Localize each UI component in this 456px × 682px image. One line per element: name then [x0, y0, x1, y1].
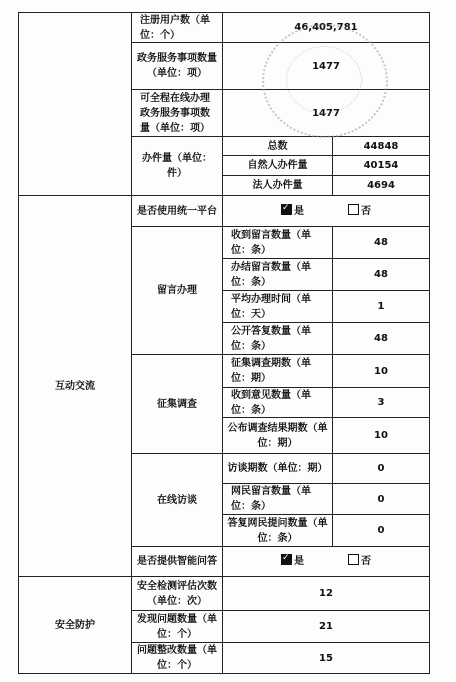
interview-periods-value: 0 — [332, 453, 430, 484]
survey-results-value: 10 — [332, 417, 430, 454]
survey-label: 征集调查 — [131, 354, 223, 454]
messages-public-value: 48 — [332, 322, 430, 355]
service-items-label: 政务服务事项数量（单位：项） — [131, 42, 223, 90]
security-fixed-value: 15 — [222, 642, 430, 674]
online-items-label: 可全程在线办理政务服务事项数量（单位：项） — [131, 89, 223, 137]
online-items-value: 1477 — [222, 89, 430, 137]
survey-periods-value: 10 — [332, 354, 430, 388]
volume-natural-value: 40154 — [332, 155, 430, 176]
interview-answers-label: 答复网民提问数量（单位：条） — [222, 514, 333, 547]
messages-completed-value: 48 — [332, 258, 430, 291]
unified-platform-yes: 是 — [294, 205, 304, 217]
checkbox-checked-icon — [281, 554, 292, 565]
volume-natural-label: 自然人办件量 — [222, 155, 333, 176]
volume-total-label: 总数 — [222, 136, 333, 156]
official-seal-stamp — [262, 24, 388, 138]
security-fixed-label: 问题整改数量（单位：个） — [131, 642, 223, 674]
security-issues-label: 发现问题数量（单位：个） — [131, 610, 223, 643]
smart-qa-options — [222, 546, 430, 577]
section-blank-top — [18, 12, 132, 196]
survey-periods-label: 征集调查期数（单位：期） — [222, 354, 333, 388]
smart-qa-yes: 是 — [294, 556, 304, 567]
section-security: 安全防护 — [18, 576, 132, 674]
interview-questions-label: 网民留言数量（单位：条） — [222, 483, 333, 515]
volume-legal-value: 4694 — [332, 175, 430, 196]
section-interaction: 互动交流 — [18, 195, 132, 577]
unified-platform-no: 否 — [361, 205, 371, 217]
messages-received-value: 48 — [332, 226, 430, 259]
survey-opinions-value: 3 — [332, 387, 430, 418]
unified-platform-options — [222, 195, 430, 227]
unified-platform-label: 是否使用统一平台 — [131, 195, 223, 227]
volume-total-value: 44848 — [332, 136, 430, 156]
service-items-value: 1477 — [222, 42, 430, 90]
messages-avg-time-label: 平均办理时间（单位：天） — [222, 290, 333, 323]
interview-answers-value: 0 — [332, 514, 430, 547]
interview-periods-label: 访谈期数（单位：期） — [222, 453, 333, 484]
smart-qa-no: 否 — [361, 556, 371, 567]
messages-completed-label: 办结留言数量（单位：条） — [222, 258, 333, 291]
registered-users-value: 46,405,781 — [222, 12, 430, 43]
interview-questions-value: 0 — [332, 483, 430, 515]
messages-label: 留言办理 — [131, 226, 223, 355]
survey-opinions-label: 收到意见数量（单位：条） — [222, 387, 333, 418]
security-assessments-label: 安全检测评估次数（单位：次） — [131, 576, 223, 611]
security-assessments-value: 12 — [222, 576, 430, 611]
registered-users-label: 注册用户数（单位：个） — [131, 12, 223, 43]
messages-avg-time-value: 1 — [332, 290, 430, 323]
interview-label: 在线访谈 — [131, 453, 223, 547]
checkbox-checked-icon — [281, 204, 292, 215]
checkbox-empty-icon — [348, 554, 359, 565]
security-issues-value: 21 — [222, 610, 430, 643]
checkbox-empty-icon — [348, 204, 359, 215]
smart-qa-label: 是否提供智能问答 — [131, 546, 223, 577]
messages-received-label: 收到留言数量（单位：条） — [222, 226, 333, 259]
survey-results-label: 公布调查结果期数（单位：期） — [222, 417, 333, 454]
volume-legal-label: 法人办件量 — [222, 175, 333, 196]
messages-public-label: 公开答复数量（单位：条） — [222, 322, 333, 355]
volume-label: 办件量（单位：件） — [131, 136, 223, 196]
